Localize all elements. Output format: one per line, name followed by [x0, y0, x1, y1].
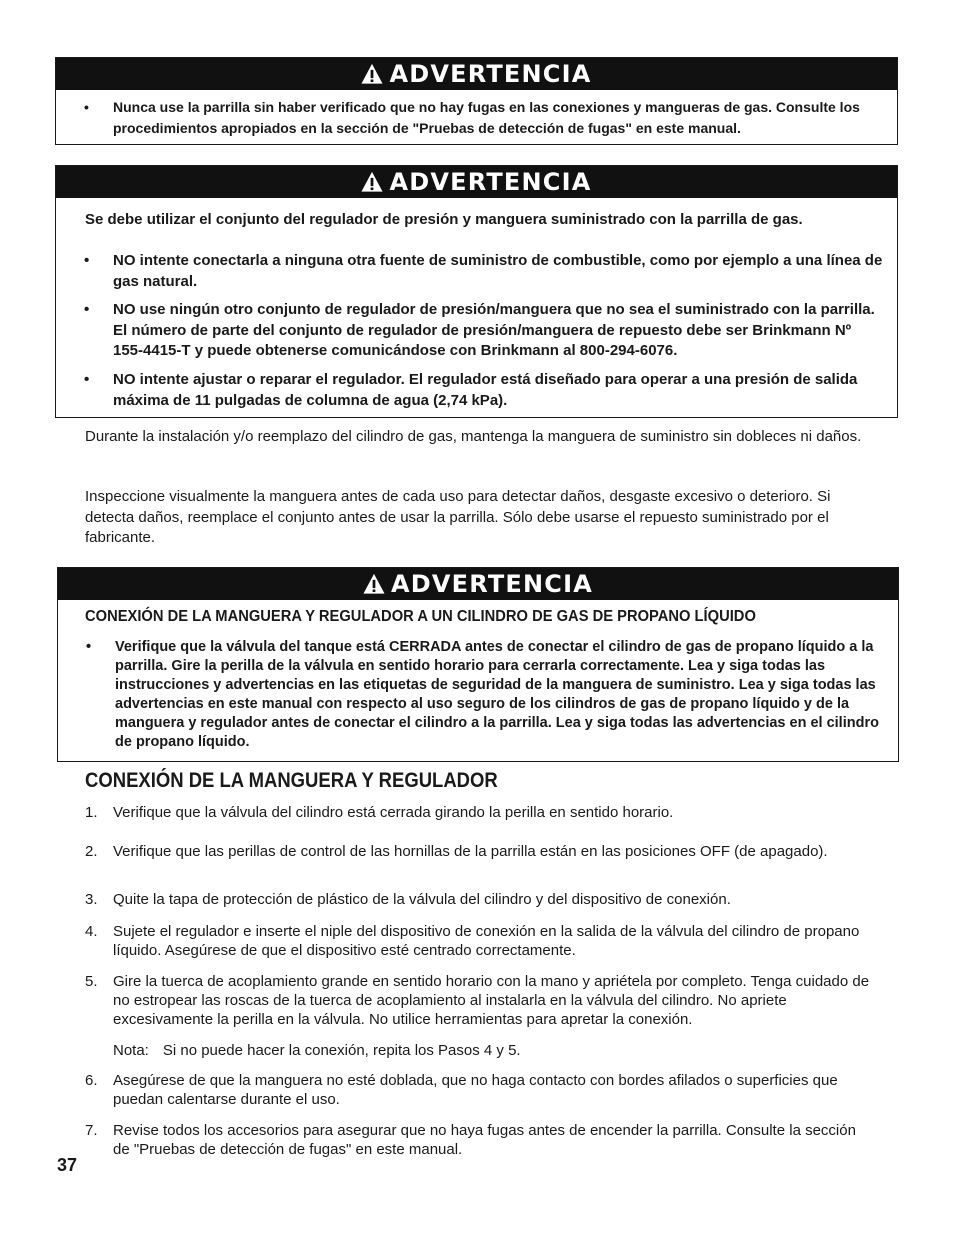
step-text: Quite la tapa de protección de plástico de la válvula del cilindro y del dispositivo de conexión. — [113, 891, 731, 908]
warning-bullet: • NO use ningún otro conjunto de regulador de presión/manguera que no sea el suministrado con la parrilla. El número de parte del conjunto de regulador de presión/manguera de repuesto debe ser Brinkmann Nº 155-4415-T y puede obtenerse comunicándose con Brinkmann al 800-294-6076. — [56, 300, 883, 362]
warning-header — [58, 568, 898, 600]
warning-header — [56, 58, 897, 90]
section-heading: CONEXIÓN DE LA MANGUERA Y REGULADOR — [85, 769, 498, 792]
list-item — [85, 803, 875, 822]
warning-bullet: • NO intente ajustar o reparar el regulador. El regulador está diseñado para operar a una presión de salida máxima de 11 pulgadas de columna de agua (2,74 kPa). — [56, 370, 883, 411]
step-number: 2. — [85, 843, 98, 860]
step-number: 3. — [85, 891, 98, 908]
step-text: Verifique que las perillas de control de las hornillas de la parrilla están en las posiciones OFF (de apagado). — [113, 843, 828, 860]
step-number: 4. — [85, 923, 98, 940]
note — [113, 1041, 521, 1060]
step-text: Gire la tuerca de acoplamiento grande en sentido horario con la mano y apriétela por completo. Tenga cuidado de no estropear las roscas de la tuerca de acoplamiento al instalarla en la válvula del cilindro. No apriete excesivamente la perilla en la válvula. No utilice herramientas para apretar la conexión. — [113, 973, 870, 1028]
warning-title: ADVERTENCIA — [390, 570, 594, 598]
warning-bullet: • NO intente conectarla a ninguna otra fuente de suministro de combustible, como por ejemplo a una línea de gas natural. — [56, 251, 883, 292]
step-number: 6. — [85, 1072, 98, 1089]
warning-title: ADVERTENCIA — [389, 60, 592, 88]
warning-triangle-icon — [361, 171, 383, 193]
warning-box-2 — [55, 165, 898, 418]
warning-box-3 — [57, 567, 899, 762]
list-item — [85, 922, 875, 960]
warning-subheading: CONEXIÓN DE LA MANGUERA Y REGULADOR A UN CILINDRO DE GAS DE PROPANO LÍQUIDO — [85, 608, 756, 625]
warning-title: ADVERTENCIA — [389, 168, 592, 196]
list-item — [85, 1121, 875, 1159]
list-item — [85, 1071, 875, 1109]
step-text: Verifique que la válvula del cilindro está cerrada girando la perilla en sentido horario. — [113, 804, 674, 821]
step-number: 1. — [85, 804, 98, 821]
step-number: 7. — [85, 1122, 98, 1139]
list-item — [85, 842, 875, 861]
page-number: 37 — [57, 1155, 78, 1175]
warning-bullet: • Verifique que la válvula del tanque está CERRADA antes de conectar el cilindro de gas de propano líquido a la parrilla. Gire la perilla de la válvula en sentido horario para cerrarla correctamente. Lea y siga todas las instrucciones y advertencias en las etiquetas de seguridad de la manguera de suministro. Lea y siga todas las advertencias en este manual con respecto al uso seguro de los cilindros de gas de propano líquido y de la manguera y regulador antes de conectar el cilindro a la parrilla. Lea y siga todas las advertencias en el cilindro de propano líquido. — [58, 638, 890, 752]
body-paragraph: Durante la instalación y/o reemplazo del cilindro de gas, mantenga la manguera de suministro sin dobleces ni daños. — [85, 428, 862, 445]
warning-header — [56, 166, 897, 198]
warning-triangle-icon — [363, 573, 385, 595]
step-text: Asegúrese de que la manguera no esté doblada, que no haga contacto con bordes afilados o superficies que puedan calentarse durante el uso. — [113, 1072, 838, 1108]
warning-intro: Se debe utilizar el conjunto del regulador de presión y manguera suministrado con la parrilla de gas. — [85, 211, 803, 228]
warning-triangle-icon — [361, 63, 383, 85]
step-text: Sujete el regulador e inserte el niple del dispositivo de conexión en la salida de la válvula del cilindro de propano líquido. Asegúrese de que el dispositivo esté centrado correctamente. — [113, 923, 860, 959]
step-text: Revise todos los accesorios para asegurar que no haya fugas antes de encender la parrilla. Consulte la sección de "Pruebas de detección de fugas" en este manual. — [113, 1122, 856, 1158]
step-number: 5. — [85, 973, 98, 990]
note-text: Si no puede hacer la conexión, repita los Pasos 4 y 5. — [162, 1042, 521, 1059]
list-item — [85, 972, 875, 1029]
list-item — [85, 890, 875, 909]
note-label: Nota: — [113, 1042, 149, 1059]
warning-box-1 — [55, 57, 898, 145]
warning-bullet: • Nunca use la parrilla sin haber verificado que no hay fugas en las conexiones y mangueras de gas. Consulte los procedimientos apropiados en la sección de "Pruebas de detección de fugas" en este manual. — [56, 97, 897, 139]
body-paragraph: Inspeccione visualmente la manguera antes de cada uso para detectar daños, desgaste excesivo o deterioro. Si detecta daños, reemplace el conjunto antes de usar la parrilla. Sólo debe usarse el repuesto suministrado por el fabricante. — [85, 488, 831, 546]
